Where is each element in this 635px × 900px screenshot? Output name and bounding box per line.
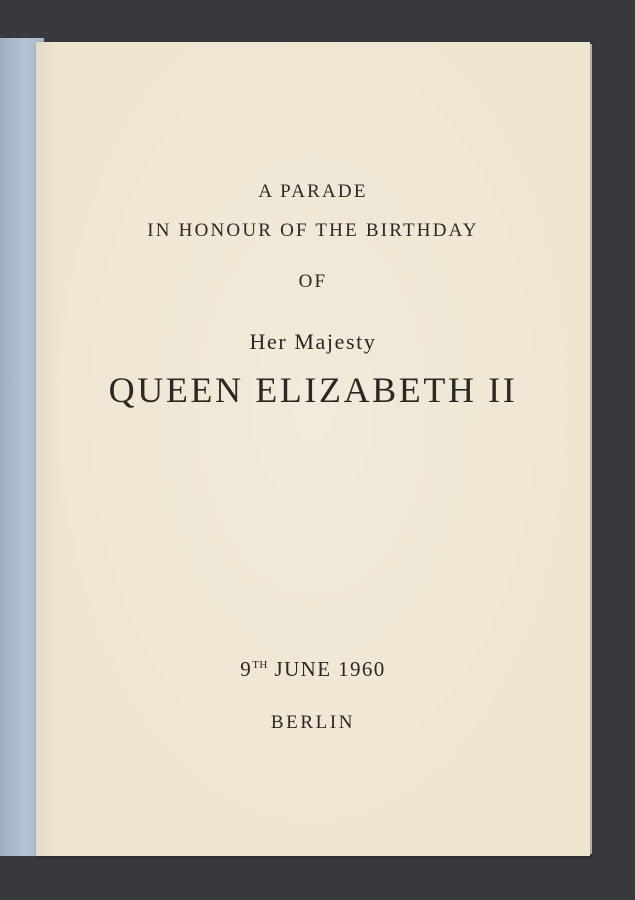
date-day: 9 bbox=[240, 657, 253, 681]
programme-page bbox=[36, 42, 590, 856]
heading-parade: A PARADE bbox=[258, 181, 368, 202]
page-edge bbox=[590, 44, 592, 854]
heading-honour: IN HONOUR OF THE BIRTHDAY bbox=[147, 220, 479, 241]
heading-of: OF bbox=[298, 271, 328, 292]
event-place: BERLIN bbox=[270, 712, 356, 733]
date-suffix: TH bbox=[252, 659, 268, 671]
heading-queen: QUEEN ELIZABETH II bbox=[108, 370, 518, 410]
event-date bbox=[36, 657, 590, 682]
date-month-year: JUNE 1960 bbox=[274, 657, 386, 681]
heading-her-majesty: Her Majesty bbox=[249, 329, 377, 354]
